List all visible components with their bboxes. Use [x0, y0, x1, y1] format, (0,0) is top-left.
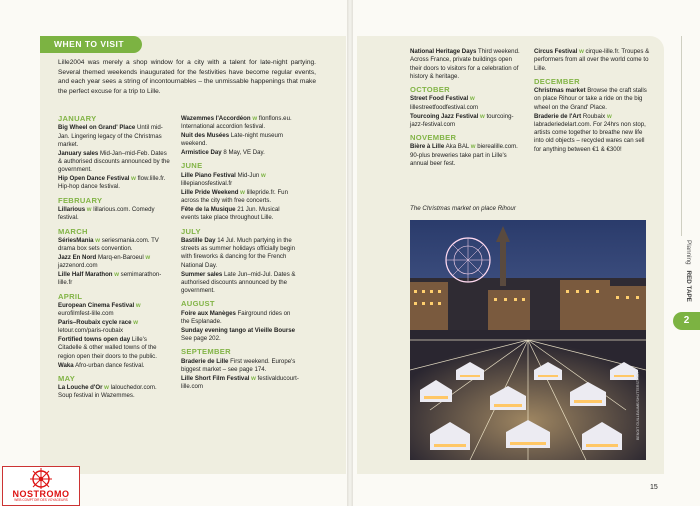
- event-title: January sales: [58, 149, 99, 157]
- event-entry: [534, 87, 650, 112]
- event-description: Aka BAL: [445, 143, 470, 151]
- event-description: Fairground rides on the Esplanade.: [181, 309, 291, 326]
- event-title: Paris–Roubaix cycle race: [58, 319, 132, 327]
- side-divider: [681, 36, 682, 236]
- event-entry: [58, 384, 170, 401]
- event-title: La Louche d'Or: [58, 384, 103, 392]
- event-description: For 24hrs non stop, artists come together to breathe new life into old objects – recycled wares can sell for anything between €1 & €300!: [534, 120, 646, 153]
- event-website: letour.com/paris-roubaix: [58, 327, 124, 335]
- event-entry: [181, 237, 299, 270]
- event-description: Browse the craft stalls on place Rihour or take a ride on the big wheel on the Grand' Place.: [534, 87, 647, 111]
- web-icon: w: [133, 319, 138, 327]
- event-website: festivalducourt-lille.com: [181, 374, 299, 391]
- event-entry: [181, 115, 299, 132]
- event-description: TV drama box sets convention.: [58, 236, 159, 253]
- event-description: Lille's Citadelle & other walled towns of the region open their doors to the public.: [58, 336, 157, 360]
- event-title: Christmas market: [534, 87, 586, 95]
- event-title: Lille Piano Festival: [181, 171, 236, 179]
- web-icon: w: [606, 112, 612, 120]
- month-heading: OCTOBER: [410, 85, 450, 95]
- event-entry: [181, 358, 299, 375]
- event-title: Foire aux Manèges: [181, 309, 236, 317]
- event-entry: [58, 319, 170, 336]
- event-entry: [58, 206, 170, 223]
- event-website: jazzenord.com: [58, 262, 98, 270]
- event-website: flow.lille.fr.: [135, 175, 166, 183]
- web-icon: w: [131, 175, 136, 183]
- section-header: WHEN TO VISIT: [40, 36, 142, 53]
- event-entry: [534, 113, 650, 154]
- event-description: 8 May, VE Day.: [223, 149, 265, 157]
- page-number: 15: [650, 484, 658, 491]
- web-icon: w: [114, 271, 119, 279]
- event-title: Tourcoing Jazz Festival: [410, 112, 479, 120]
- month-heading: MAY: [58, 373, 76, 383]
- chapter-number-tab: 2: [673, 312, 700, 330]
- web-icon: w: [145, 253, 151, 261]
- event-title: Nuit des Musées: [181, 132, 230, 140]
- event-title: Lille Pride Weekend: [181, 188, 239, 196]
- event-title: Sunday evening tango at Vieille Bourse: [181, 326, 296, 334]
- event-description: Mid-Jun: [237, 171, 260, 179]
- event-title: Big Wheel on Grand' Place: [58, 124, 136, 132]
- web-icon: w: [579, 48, 584, 55]
- christmas-market-photo: [410, 220, 646, 460]
- event-description: Troupes & performers from all over the world come to Lille.: [534, 48, 650, 72]
- event-entry: [410, 48, 525, 81]
- month-heading: NOVEMBER: [410, 133, 457, 143]
- logo-wordmark: NOSTROMO: [12, 489, 70, 499]
- event-website: flonflons.eu.: [257, 115, 292, 122]
- event-description: Hip-hop dance festival.: [58, 183, 120, 191]
- event-website: semimarathon-lille.fr: [58, 271, 162, 287]
- event-title: Lille Short Film Festival: [181, 374, 250, 382]
- web-icon: w: [86, 205, 92, 213]
- events-column-3: [410, 48, 525, 169]
- event-entry: [181, 271, 299, 296]
- event-description: Fun across the city with free concerts.: [181, 188, 288, 205]
- events-column-4: [534, 48, 650, 155]
- event-entry: [58, 150, 170, 175]
- event-title: Fête de la Musique: [181, 205, 236, 213]
- event-entry: [58, 237, 170, 254]
- event-title: Waka: [58, 361, 74, 369]
- event-entry: [181, 172, 299, 189]
- event-website: lillestreetfoodfestival.com: [410, 103, 479, 111]
- event-entry: [58, 302, 170, 319]
- christmas-market-illustration: [410, 220, 646, 460]
- event-entry: [181, 310, 299, 327]
- event-title: Jazz En Nord: [58, 253, 97, 261]
- month-heading: JUNE: [181, 161, 203, 171]
- event-website: lillepianosfestival.fr: [181, 180, 233, 188]
- logo-tagline: WEB COMPTOIR DES VOYAGEURS: [14, 498, 68, 502]
- event-description: 14 Jul. Much partying in the streets as summer holidays officially begin with fireworks & dancing for the French National Day.: [181, 236, 296, 269]
- event-website: bierealille.com.: [475, 143, 518, 151]
- event-entry: [58, 362, 170, 370]
- web-icon: w: [470, 143, 476, 151]
- month-heading: AUGUST: [181, 299, 215, 309]
- event-description: First weekend. Europe's biggest market – see page 174.: [181, 357, 296, 374]
- event-entry: [410, 113, 525, 130]
- event-title: Lillarious: [58, 205, 86, 213]
- web-icon: w: [252, 115, 258, 122]
- event-entry: [181, 375, 299, 392]
- event-entry: [181, 149, 299, 157]
- event-entry: [410, 95, 525, 112]
- event-title: Bière à Lille: [410, 143, 445, 151]
- event-entry: [58, 271, 170, 288]
- event-title: Braderie de Lille: [181, 357, 229, 365]
- web-icon: w: [480, 112, 485, 120]
- event-title: European Cinema Festival: [58, 301, 135, 309]
- side-tab-label: [685, 240, 692, 310]
- event-description: Late-night museum weekend.: [181, 132, 283, 148]
- events-column-1: [58, 115, 170, 401]
- event-title: Wazemmes l'Accordéon: [181, 115, 251, 122]
- event-entry: [181, 189, 299, 206]
- nostromo-logo: [2, 466, 80, 506]
- event-description: Afro-urban dance festival.: [75, 361, 145, 369]
- event-description: 90-plus breweries take part in Lille's annual beer fest.: [410, 151, 507, 168]
- side-tab-section: Planning: [685, 240, 692, 265]
- event-description: International accordion festival.: [181, 123, 266, 131]
- intro-paragraph: Lille2004 was merely a shop window for a city with a talent for late-night partying. Several themed weekends inaugurated for the festivities have become regular events, and each year sees a string of incontournables – the unmissable happenings that make the perfect excuse for a trip to Lille.: [58, 59, 316, 95]
- event-website: seriesmania.com.: [100, 236, 150, 244]
- event-entry: [181, 206, 299, 223]
- event-title: Circus Festival: [534, 48, 578, 55]
- month-heading: JANUARY: [58, 114, 97, 123]
- month-heading: FEBRUARY: [58, 195, 103, 205]
- event-website: lillarious.com.: [91, 205, 131, 213]
- photo-credit: BENOIT GUILLEAUME/SHUTTERSTOCK: [636, 372, 640, 440]
- web-icon: w: [251, 374, 256, 382]
- web-icon: w: [135, 301, 141, 309]
- event-description: Mid-Jan–mid-Feb. Dates & authorised discounts announced by the government.: [58, 149, 170, 174]
- event-entry: [58, 254, 170, 271]
- event-description: 21 Jun. Musical events take place throughout Lille.: [181, 205, 280, 222]
- event-title: Bastille Day: [181, 236, 216, 244]
- event-website: labraderiedelart.com.: [534, 120, 592, 128]
- event-website: cirque-lille.fr.: [583, 48, 620, 55]
- event-website: eurofilmfest-lille.com: [58, 310, 114, 318]
- web-icon: w: [260, 171, 266, 179]
- event-entry: [58, 124, 170, 149]
- event-description: Late Jun–mid-Jul. Dates & authorised discounts announced by the government.: [181, 270, 296, 295]
- event-entry: [181, 327, 299, 344]
- event-title: Fortified towns open day: [58, 336, 131, 344]
- event-description: Marq-en-Baroeul: [97, 253, 144, 261]
- web-icon: w: [104, 384, 109, 392]
- event-entry: [58, 336, 170, 361]
- web-icon: w: [469, 95, 475, 103]
- event-website: lillepride.fr.: [244, 188, 276, 196]
- event-title: SériesMania: [58, 236, 94, 244]
- event-description: Until mid-Jan. Lingering legacy of the Christmas market.: [58, 124, 163, 148]
- web-icon: w: [240, 188, 245, 196]
- event-entry: [410, 143, 525, 168]
- event-entry: [58, 175, 170, 192]
- event-description: Third weekend. Across France, private buildings open their doors to visitors for a celebration of history & heritage.: [410, 48, 520, 80]
- book-gutter: [347, 0, 353, 506]
- event-title: Braderie de l'Art: [534, 112, 582, 120]
- event-description: Roubaix: [582, 112, 606, 120]
- event-title: Hip Open Dance Festival: [58, 175, 130, 183]
- event-title: Summer sales: [181, 270, 223, 278]
- month-heading: DECEMBER: [534, 76, 580, 86]
- ship-wheel-icon: [3, 467, 79, 489]
- month-heading: SEPTEMBER: [181, 347, 231, 357]
- side-tab-title: RED TAPE: [685, 270, 692, 302]
- event-title: National Heritage Days: [410, 48, 477, 55]
- web-icon: w: [95, 236, 101, 244]
- event-website: tourcoing-jazz-festival.com: [410, 112, 514, 128]
- events-column-2: [181, 115, 299, 392]
- event-description: See page 202.: [181, 335, 221, 343]
- event-entry: [534, 48, 650, 73]
- event-title: Lille Half Marathon: [58, 271, 113, 279]
- event-description: Comedy festival.: [58, 205, 155, 222]
- event-title: Armistice Day: [181, 149, 222, 157]
- event-entry: [181, 132, 299, 149]
- event-description: Soup festival in Wazemmes.: [58, 392, 135, 400]
- month-heading: JULY: [181, 226, 201, 236]
- month-heading: MARCH: [58, 226, 88, 236]
- month-heading: APRIL: [58, 291, 83, 301]
- event-website: lalouchedor.com.: [108, 384, 157, 392]
- photo-caption: The Christmas market on place Rihour: [410, 205, 516, 212]
- event-title: Street Food Festival: [410, 95, 469, 103]
